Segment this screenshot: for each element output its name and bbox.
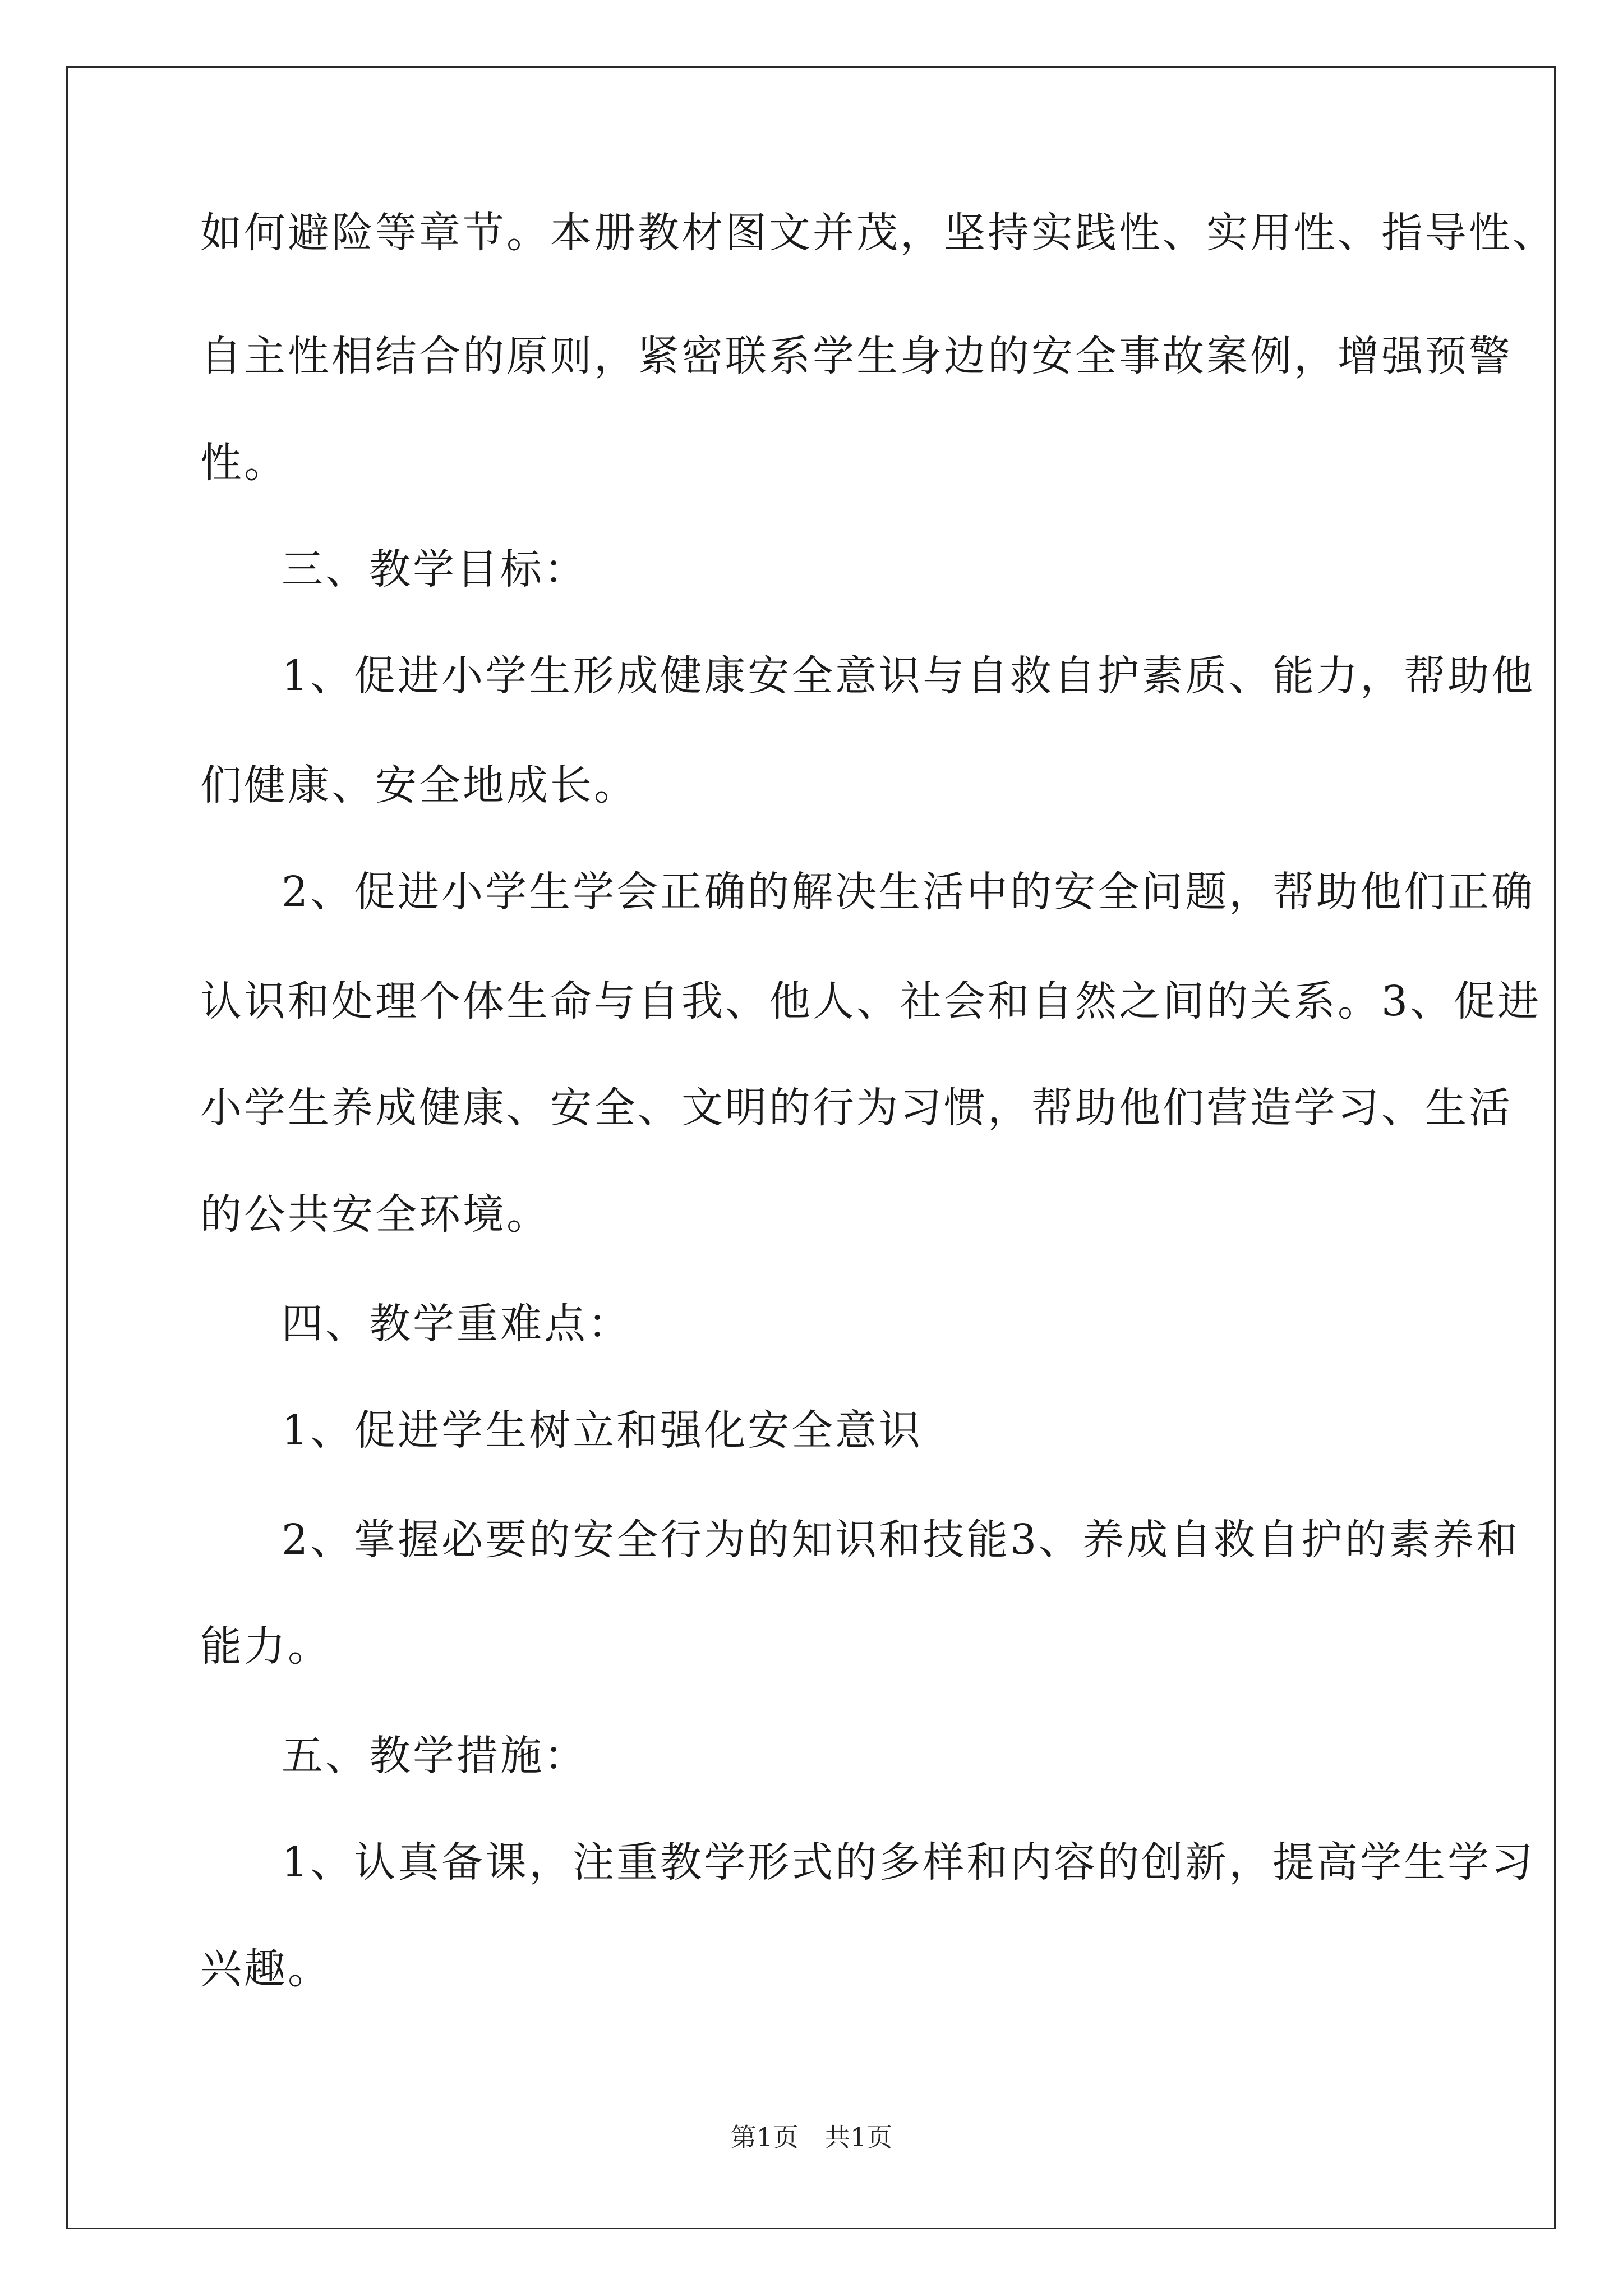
- text-line: 的公共安全环境。: [200, 1190, 550, 1239]
- text-line: 兴趣。: [200, 1945, 331, 1993]
- text-line: 们健康、安全地成长。: [200, 761, 638, 809]
- text-line: 小学生养成健康、安全、文明的行为习惯，帮助他们营造学习、生活: [200, 1084, 1513, 1132]
- page-number: 第1页: [730, 2122, 799, 2152]
- text-line: 能力。: [200, 1622, 331, 1671]
- section-heading: 四、教学重难点：: [282, 1300, 631, 1348]
- section-heading: 五、教学措施：: [282, 1732, 588, 1780]
- text-line: 认识和处理个体生命与自我、他人、社会和自然之间的关系。3、促进: [200, 977, 1542, 1025]
- text-line: 2、促进小学生学会正确的解决生活中的安全问题，帮助他们正确: [282, 868, 1536, 916]
- text-line: 1、促进小学生形成健康安全意识与自救自护素质、能力，帮助他: [282, 652, 1536, 700]
- text-line: 1、认真备课，注重教学形式的多样和内容的创新，提高学生学习: [282, 1838, 1536, 1887]
- page-total: 共1页: [824, 2122, 893, 2152]
- page-footer: [0, 2120, 1623, 2154]
- page-border: [66, 66, 1556, 2229]
- text-line: 2、掌握必要的安全行为的知识和技能3、养成自救自护的素养和: [282, 1516, 1520, 1564]
- text-line: 自主性相结合的原则，紧密联系学生身边的安全事故案例，增强预警: [200, 332, 1513, 380]
- text-line: 1、促进学生树立和强化安全意识: [282, 1406, 923, 1455]
- section-heading: 三、教学目标：: [282, 545, 588, 593]
- text-line: 如何避险等章节。本册教材图文并茂，坚持实践性、实用性、指导性、: [200, 209, 1556, 257]
- text-line: 性。: [200, 439, 288, 487]
